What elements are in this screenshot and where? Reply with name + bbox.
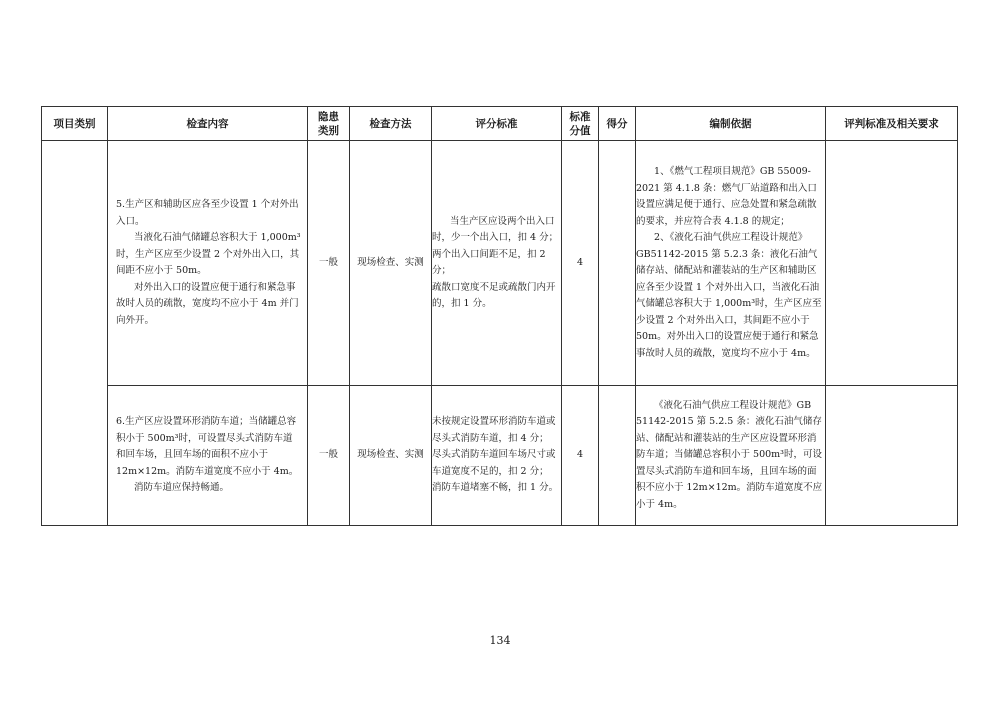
row-requirements [826, 386, 958, 526]
row-method: 现场检查、实测 [350, 386, 432, 526]
header-hazard: 隐患 类别 [308, 107, 350, 141]
header-requirements: 评判标准及相关要求 [826, 107, 958, 141]
header-basis: 编制依据 [636, 107, 826, 141]
scoring-para: 疏散口宽度不足或疏散门内开的，扣 1 分。 [432, 281, 556, 309]
scoring-para: 两个出入口间距不足，扣 2 分； [432, 248, 546, 276]
scoring-para: 未按规定设置环形消防车道或尽头式消防车道，扣 4 分； [432, 416, 556, 444]
header-standard-score: 标准 分值 [562, 107, 599, 141]
header-method: 检查方法 [350, 107, 432, 141]
row-basis [636, 141, 826, 386]
page-number: 134 [489, 634, 511, 647]
row-scoring [432, 386, 562, 526]
header-content: 检查内容 [108, 107, 308, 141]
row-content [108, 386, 308, 526]
scoring-para: 当生产区应设两个出入口时，少一个出入口，扣 4 分； [432, 215, 559, 243]
content-para: 对外出入口的设置应便于通行和紧急事故时人员的疏散，宽度均不应小于 4m 并门向外开。 [116, 281, 299, 326]
table-header-row [42, 107, 958, 141]
row-standard-score: 4 [562, 141, 599, 386]
row-score [599, 386, 636, 526]
row-hazard: 一般 [308, 386, 350, 526]
content-para: 消防车道应保持畅通。 [134, 482, 230, 494]
content-para: 5.生产区和辅助区应各至少设置 1 个对外出入口。 [116, 199, 299, 227]
table-row [42, 141, 958, 386]
basis-para: 2、《液化石油气供应工程设计规范》GB51142-2015 第 5.2.3 条：液化石油气储存站、储配站和灌装站的生产区和辅助区应各至少设置 1 个对外出入口，当液化石油气储罐总容积大于 1,000m³时，生产区应至少设置 2 个对外出入口，其间距不应小于 50m。对外出入口的设置应便于通行和紧急事故时人员的疏散，宽度均不应小于 4m。 [636, 232, 822, 359]
header-scoring: 评分标准 [432, 107, 562, 141]
row-standard-score: 4 [562, 386, 599, 526]
scoring-para: 消防车道堵塞不畅，扣 1 分。 [432, 482, 559, 494]
inspection-table [41, 106, 958, 526]
row-hazard: 一般 [308, 141, 350, 386]
content-para: 6.生产区应设置环形消防车道；当储罐总容积小于 500m³时，可设置尽头式消防车道和回车场，且回车场的面积不应小于 12m×12m。消防车道宽度不应小于 4m。 [116, 416, 299, 477]
header-category: 项目类别 [42, 107, 108, 141]
row-score [599, 141, 636, 386]
content-para: 当液化石油气储罐总容积大于 1,000m³时，生产区应至少设置 2 个对外出入口，其间距不应小于 50m。 [116, 232, 301, 276]
header-score: 得分 [599, 107, 636, 141]
row-content [108, 141, 308, 386]
row-scoring [432, 141, 562, 386]
basis-para: 1、《燃气工程项目规范》GB 55009-2021 第 4.1.8 条：燃气厂站道路和出入口设置应满足便于通行、应急处置和紧急疏散的要求，并应符合表 4.1.8 的规定； [636, 166, 817, 227]
row-method: 现场检查、实测 [350, 141, 432, 386]
scoring-para: 尽头式消防车道回车场尺寸或车道宽度不足的，扣 2 分； [432, 449, 556, 477]
row-basis [636, 386, 826, 526]
row-requirements [826, 141, 958, 386]
row-category [42, 141, 108, 526]
table-row [42, 386, 958, 526]
basis-para: 《液化石油气供应工程设计规范》GB 51142-2015 第 5.2.5 条：液化石油气储存站、储配站和灌装站的生产区应设置环形消防车道；当储罐总容积小于 500m³时，可设置尽头式消防车道和回车场，且回车场的面积不应小于 12m×12m。消防车道宽度不应小于 4m。 [636, 399, 823, 510]
